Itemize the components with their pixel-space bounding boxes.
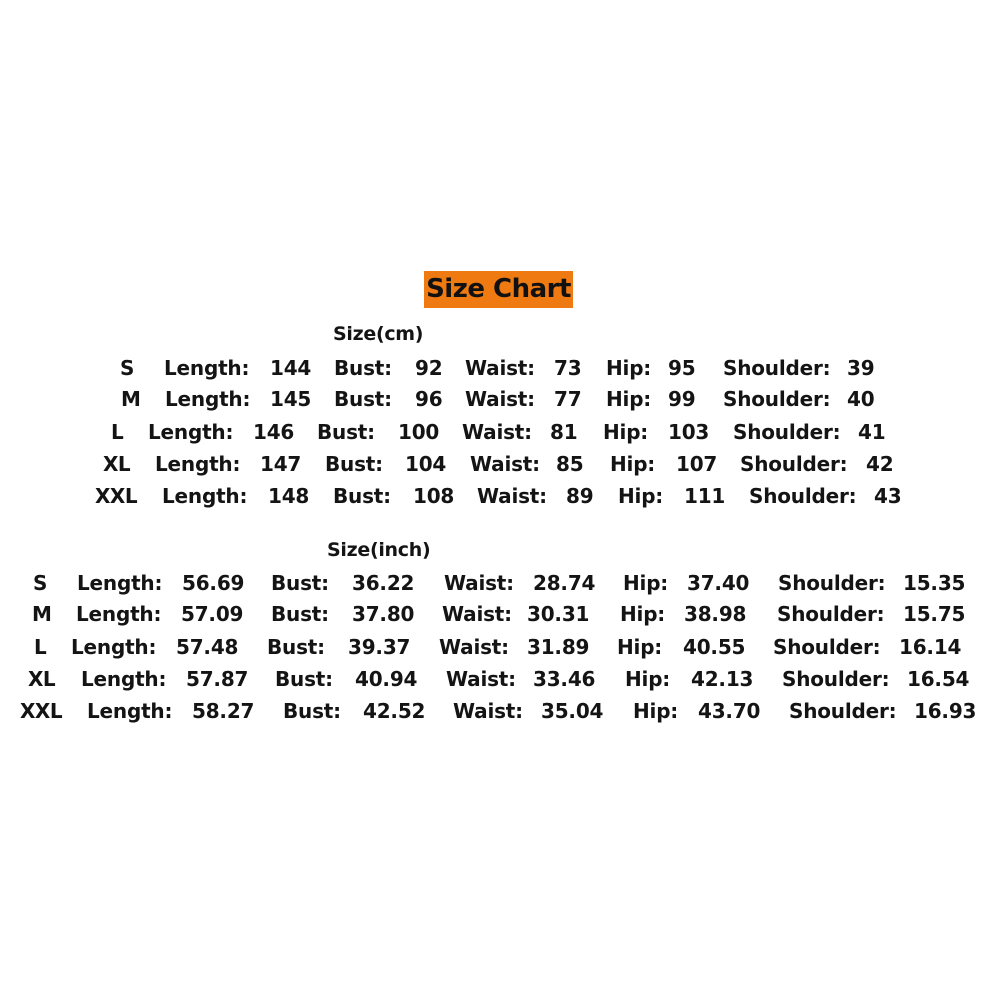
bust-label: Bust: [317, 420, 375, 444]
bust-value: 40.94 [355, 667, 418, 691]
bust-value: 108 [413, 484, 455, 508]
shoulder-label: Shoulder: [777, 602, 885, 626]
waist-value: 89 [566, 484, 594, 508]
shoulder-value: 41 [858, 420, 886, 444]
bust-value: 37.80 [352, 602, 415, 626]
shoulder-label: Shoulder: [778, 571, 886, 595]
length-value: 147 [260, 452, 302, 476]
bust-value: 100 [398, 420, 440, 444]
size-label: S [33, 571, 47, 595]
hip-value: 111 [684, 484, 726, 508]
hip-value: 42.13 [691, 667, 754, 691]
shoulder-value: 16.93 [914, 699, 977, 723]
bust-label: Bust: [267, 635, 325, 659]
table-row [0, 451, 1000, 477]
waist-value: 81 [550, 420, 578, 444]
shoulder-label: Shoulder: [789, 699, 897, 723]
shoulder-value: 15.75 [903, 602, 966, 626]
cm-table-heading: Size(cm) [333, 323, 424, 345]
shoulder-label: Shoulder: [733, 420, 841, 444]
shoulder-label: Shoulder: [740, 452, 848, 476]
shoulder-value: 43 [874, 484, 902, 508]
waist-value: 30.31 [527, 602, 590, 626]
waist-label: Waist: [465, 356, 535, 380]
hip-label: Hip: [618, 484, 664, 508]
length-label: Length: [81, 667, 167, 691]
table-row [0, 666, 1000, 692]
length-value: 57.48 [176, 635, 239, 659]
waist-value: 85 [556, 452, 584, 476]
waist-value: 31.89 [527, 635, 590, 659]
shoulder-label: Shoulder: [723, 356, 831, 380]
hip-value: 37.40 [687, 571, 750, 595]
inch-table-heading: Size(inch) [327, 539, 431, 561]
size-label: M [121, 387, 141, 411]
waist-label: Waist: [446, 667, 516, 691]
waist-label: Waist: [470, 452, 540, 476]
hip-value: 99 [668, 387, 696, 411]
size-label: XL [28, 667, 56, 691]
hip-value: 38.98 [684, 602, 747, 626]
table-row [0, 483, 1000, 509]
length-value: 144 [270, 356, 312, 380]
hip-value: 40.55 [683, 635, 746, 659]
size-label: S [120, 356, 134, 380]
waist-value: 35.04 [541, 699, 604, 723]
waist-value: 73 [554, 356, 582, 380]
hip-value: 43.70 [698, 699, 761, 723]
length-label: Length: [148, 420, 234, 444]
size-label: L [111, 420, 124, 444]
shoulder-value: 15.35 [903, 571, 966, 595]
length-value: 145 [270, 387, 312, 411]
hip-value: 95 [668, 356, 696, 380]
bust-value: 36.22 [352, 571, 415, 595]
length-value: 56.69 [182, 571, 245, 595]
table-row [0, 570, 1000, 596]
waist-label: Waist: [465, 387, 535, 411]
bust-label: Bust: [283, 699, 341, 723]
shoulder-value: 42 [866, 452, 894, 476]
waist-label: Waist: [444, 571, 514, 595]
hip-label: Hip: [610, 452, 656, 476]
length-label: Length: [162, 484, 248, 508]
length-value: 146 [253, 420, 295, 444]
table-row [0, 634, 1000, 660]
hip-label: Hip: [603, 420, 649, 444]
bust-label: Bust: [334, 387, 392, 411]
table-row [0, 698, 1000, 724]
waist-label: Waist: [477, 484, 547, 508]
hip-value: 103 [668, 420, 710, 444]
length-label: Length: [77, 571, 163, 595]
bust-value: 39.37 [348, 635, 411, 659]
waist-value: 28.74 [533, 571, 596, 595]
hip-label: Hip: [625, 667, 671, 691]
size-label: XL [103, 452, 131, 476]
length-label: Length: [87, 699, 173, 723]
shoulder-label: Shoulder: [782, 667, 890, 691]
hip-label: Hip: [606, 387, 652, 411]
size-label: M [32, 602, 52, 626]
waist-label: Waist: [439, 635, 509, 659]
length-value: 58.27 [192, 699, 255, 723]
waist-value: 77 [554, 387, 582, 411]
shoulder-label: Shoulder: [723, 387, 831, 411]
size-chart-title: Size Chart [424, 271, 573, 308]
waist-label: Waist: [453, 699, 523, 723]
shoulder-value: 39 [847, 356, 875, 380]
bust-label: Bust: [271, 571, 329, 595]
table-row [0, 601, 1000, 627]
hip-label: Hip: [617, 635, 663, 659]
size-label: L [34, 635, 47, 659]
hip-value: 107 [676, 452, 718, 476]
hip-label: Hip: [633, 699, 679, 723]
table-row [0, 355, 1000, 381]
table-row [0, 419, 1000, 445]
bust-value: 96 [415, 387, 443, 411]
length-value: 148 [268, 484, 310, 508]
hip-label: Hip: [623, 571, 669, 595]
waist-value: 33.46 [533, 667, 596, 691]
bust-label: Bust: [334, 356, 392, 380]
shoulder-value: 16.14 [899, 635, 962, 659]
bust-label: Bust: [271, 602, 329, 626]
hip-label: Hip: [606, 356, 652, 380]
length-value: 57.09 [181, 602, 244, 626]
table-row [0, 386, 1000, 412]
shoulder-value: 40 [847, 387, 875, 411]
bust-label: Bust: [275, 667, 333, 691]
bust-value: 42.52 [363, 699, 426, 723]
shoulder-label: Shoulder: [773, 635, 881, 659]
waist-label: Waist: [442, 602, 512, 626]
shoulder-value: 16.54 [907, 667, 970, 691]
length-label: Length: [71, 635, 157, 659]
bust-value: 92 [415, 356, 443, 380]
length-label: Length: [76, 602, 162, 626]
waist-label: Waist: [462, 420, 532, 444]
length-value: 57.87 [186, 667, 249, 691]
shoulder-label: Shoulder: [749, 484, 857, 508]
size-label: XXL [95, 484, 138, 508]
bust-label: Bust: [333, 484, 391, 508]
length-label: Length: [155, 452, 241, 476]
hip-label: Hip: [620, 602, 666, 626]
bust-label: Bust: [325, 452, 383, 476]
bust-value: 104 [405, 452, 447, 476]
size-label: XXL [20, 699, 63, 723]
length-label: Length: [165, 387, 251, 411]
length-label: Length: [164, 356, 250, 380]
